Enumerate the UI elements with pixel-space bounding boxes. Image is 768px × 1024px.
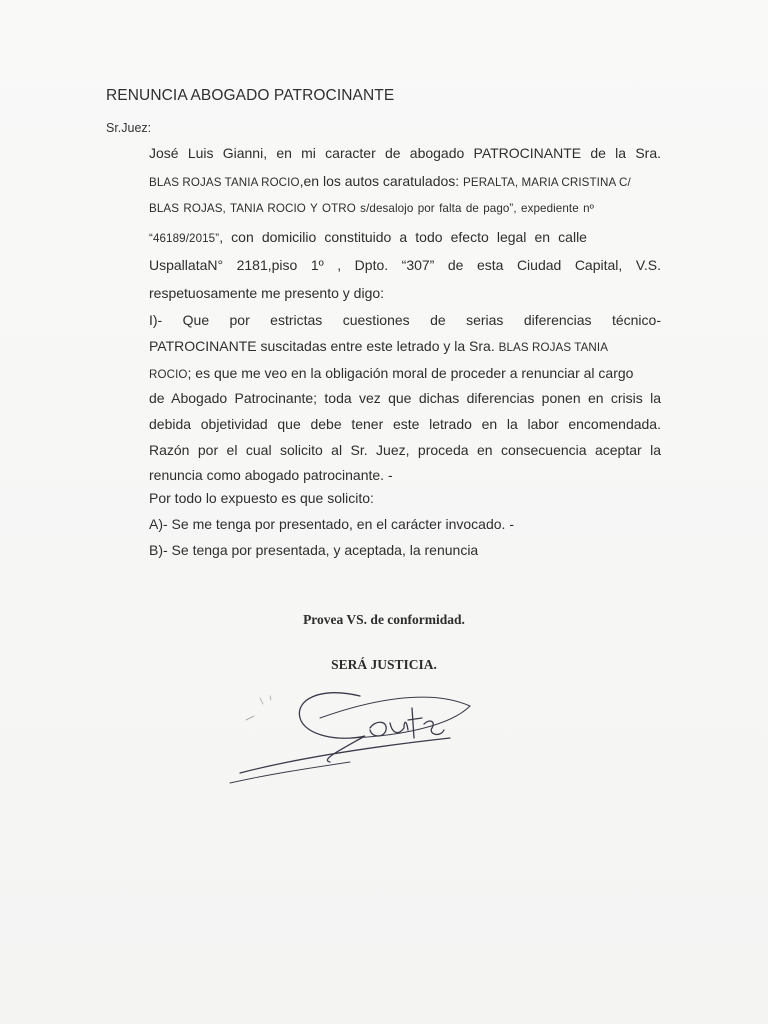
client-name-2: BLAS ROJAS TANIA xyxy=(498,341,609,354)
p2-line-5: debida objetividad que debe tener este letrado en la labor encomendada. xyxy=(149,416,661,432)
p2-line-6: Razón por el cual solicito al Sr. Juez, proceda en consecuencia aceptar la xyxy=(149,442,661,458)
document-title: RENUNCIA ABOGADO PATROCINANTE xyxy=(106,87,395,104)
case-number: “46189/2015” xyxy=(149,232,220,245)
p1-line-4: “46189/2015”, con domicilio constituido a todo efecto legal en calle xyxy=(149,229,587,245)
p2-line-2: PATROCINANTE suscitadas entre este letrado y la Sra. BLAS ROJAS TANIA xyxy=(149,338,609,354)
salutation: Sr.Juez: xyxy=(106,121,152,135)
p2-line-8: Por todo lo expuesto es que solicito: xyxy=(149,490,374,506)
case-parties: PERALTA, MARIA CRISTINA C/ xyxy=(463,176,631,189)
p1-line-3: BLAS ROJAS, TANIA ROCIO Y OTRO s/desalojo por falta de pago”, expediente nº xyxy=(149,202,594,215)
handwritten-signature xyxy=(200,678,500,788)
client-name: BLAS ROJAS TANIA ROCIO xyxy=(149,176,300,189)
request-a: A)- Se me tenga por presentado, en el carácter invocado. - xyxy=(149,516,514,532)
p1-line-5: UspallataN° 2181,piso 1º , Dpto. “307” de esta Ciudad Capital, V.S. xyxy=(149,257,661,273)
p2-line-1: I)- Que por estrictas cuestiones de serias diferencias técnico- xyxy=(149,312,661,328)
p2-line-4: de Abogado Patrocinante; toda vez que dichas diferencias ponen en crisis la xyxy=(149,390,661,406)
p2-line-7: renuncia como abogado patrocinante. - xyxy=(149,467,393,483)
closing-provea: Provea VS. de conformidad. xyxy=(303,612,465,627)
p1-line-2: BLAS ROJAS TANIA ROCIO,en los autos caratulados: PERALTA, MARIA CRISTINA C/ xyxy=(149,173,631,189)
request-b: B)- Se tenga por presentada, y aceptada, la renuncia xyxy=(149,542,479,558)
p1-line-1: José Luis Gianni, en mi caracter de abogado PATROCINANTE de la Sra. xyxy=(149,145,661,161)
p2-line-3: ROCIO; es que me veo en la obligación moral de proceder a renunciar al cargo xyxy=(149,365,634,381)
p1-line-6: respetuosamente me presento y digo: xyxy=(149,285,385,301)
closing-justicia: SERÁ JUSTICIA. xyxy=(331,657,437,672)
